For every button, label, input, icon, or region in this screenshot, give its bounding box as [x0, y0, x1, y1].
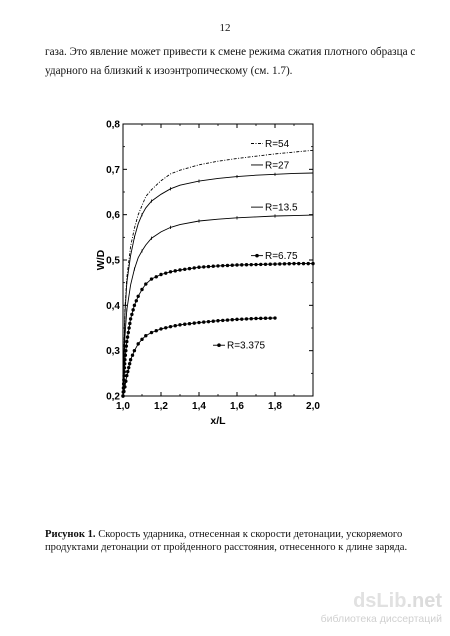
series-point [123, 366, 126, 369]
series-point [212, 265, 215, 268]
watermark-logo: dsLib.net [353, 590, 442, 612]
figure-caption [45, 528, 425, 555]
series-point [130, 313, 133, 316]
x-tick-label: 1,6 [230, 401, 244, 412]
legend-marker-3 [255, 254, 259, 258]
series-point [269, 316, 272, 319]
series-point [216, 319, 219, 322]
series-point [226, 264, 229, 267]
series-point [144, 334, 147, 337]
series-point [140, 338, 143, 341]
series-point [124, 349, 127, 352]
watermark [322, 590, 442, 628]
series-point [283, 262, 286, 265]
series-point [273, 316, 276, 319]
y-tick-label: 0,2 [106, 391, 120, 403]
series-point [216, 264, 219, 267]
series-point [259, 317, 262, 320]
series-point [188, 322, 191, 325]
series-point [135, 299, 138, 302]
y-tick-label: 0,4 [106, 300, 120, 312]
caption-text: Скорость ударника, отнесенная к скорости детонации, ускоряемого продуктами детонации от пройденного расстояния, отнесенного к длине заряда. [45, 529, 408, 554]
series-point [250, 263, 253, 266]
y-tick-label: 0,3 [106, 346, 120, 358]
series-line-0 [123, 150, 313, 396]
x-tick-label: 1,8 [268, 401, 282, 412]
series-point [202, 320, 205, 323]
series-point [137, 342, 140, 345]
series-point [197, 321, 200, 324]
series-point [235, 318, 238, 321]
watermark-subtitle: библиотека диссертаций [320, 613, 442, 625]
series-point [123, 358, 126, 361]
series-point [129, 358, 132, 361]
series-point [123, 385, 126, 388]
series-point [127, 326, 130, 329]
series-point [133, 349, 136, 352]
series-point [169, 270, 172, 273]
series-point [297, 262, 300, 265]
series-point [240, 317, 243, 320]
series-point [264, 263, 267, 266]
series-point [123, 370, 126, 373]
series-point [264, 317, 267, 320]
intro-line: ударного на близкий к изоэнтропическому (см. 1.7). [45, 65, 293, 77]
series-point [128, 362, 131, 365]
legend-label-3: R=6.75 [265, 251, 298, 263]
series-point [174, 324, 177, 327]
series-point [140, 288, 143, 291]
x-tick-label: 1,2 [154, 401, 168, 412]
y-axis-label: W/D [95, 249, 107, 271]
series-point [188, 267, 191, 270]
legend-label-0: R=54 [265, 138, 290, 150]
series-point [121, 394, 124, 397]
series-point [125, 374, 128, 377]
series-line-4 [123, 318, 275, 396]
y-tick-label: 0,7 [106, 164, 120, 176]
series-point [127, 366, 130, 369]
series-point [207, 265, 210, 268]
intro-line: газа. Это явление может привести к смене режима сжатия плотного образца с [45, 46, 416, 58]
series-point [269, 262, 272, 265]
series-point [133, 304, 136, 307]
series-point [221, 319, 224, 322]
series-point [273, 262, 276, 265]
series-point [254, 263, 257, 266]
series-point [155, 329, 158, 332]
legend-label-1: R=27 [265, 160, 290, 172]
series-point [212, 320, 215, 323]
y-tick-label: 0,5 [106, 255, 120, 267]
series-point [307, 262, 310, 265]
x-axis-label: x/L [210, 415, 226, 427]
series-point [240, 263, 243, 266]
series-point [178, 323, 181, 326]
series-point [221, 264, 224, 267]
series-point [278, 262, 281, 265]
series-point [159, 273, 162, 276]
series-point [123, 362, 126, 365]
x-tick-label: 2,0 [306, 401, 320, 412]
series-point [254, 317, 257, 320]
series-point [250, 317, 253, 320]
series-point [129, 317, 132, 320]
intro-paragraph [45, 43, 417, 81]
series-point [231, 264, 234, 267]
series-point [292, 262, 295, 265]
series-point [169, 325, 172, 328]
series-point [164, 326, 167, 329]
series-point [193, 266, 196, 269]
series-point [124, 380, 127, 383]
series-point [245, 317, 248, 320]
x-tick-label: 1,0 [116, 401, 130, 412]
series-point [207, 320, 210, 323]
series-point [259, 263, 262, 266]
series-point [150, 277, 153, 280]
legend-marker-4 [217, 343, 221, 347]
series-point [159, 327, 162, 330]
series-line-2 [123, 215, 313, 396]
series-point [137, 295, 140, 298]
series-point [202, 265, 205, 268]
x-tick-label: 1,4 [192, 401, 206, 412]
series-point [302, 262, 305, 265]
y-tick-label: 0,6 [106, 210, 120, 222]
series-line-3 [123, 264, 313, 396]
series-point [124, 354, 127, 357]
series-point [288, 262, 291, 265]
series-point [125, 344, 128, 347]
series-point [197, 266, 200, 269]
series-point [122, 390, 125, 393]
series-point [126, 335, 129, 338]
series-point [164, 271, 167, 274]
y-tick-label: 0,8 [106, 119, 120, 131]
series-point [235, 263, 238, 266]
series-point [128, 322, 131, 325]
series-point [183, 268, 186, 271]
series-point [150, 331, 153, 334]
series-point [183, 323, 186, 326]
series-point [131, 308, 134, 311]
series-point [193, 321, 196, 324]
series-point [226, 318, 229, 321]
series-point [174, 269, 177, 272]
velocity-chart [95, 108, 330, 438]
page-number: 12 [219, 22, 231, 34]
caption-label: Рисунок 1. [45, 529, 96, 540]
series-point [231, 318, 234, 321]
series-point [127, 331, 130, 334]
legend-label-4: R=3.375 [227, 340, 266, 352]
series-point [131, 354, 134, 357]
series-point [245, 263, 248, 266]
series-point [155, 275, 158, 278]
series-point [178, 268, 181, 271]
series-point [311, 262, 314, 265]
series-point [126, 370, 129, 373]
series-point [125, 340, 128, 343]
series-point [144, 282, 147, 285]
legend-label-2: R=13.5 [265, 202, 298, 214]
